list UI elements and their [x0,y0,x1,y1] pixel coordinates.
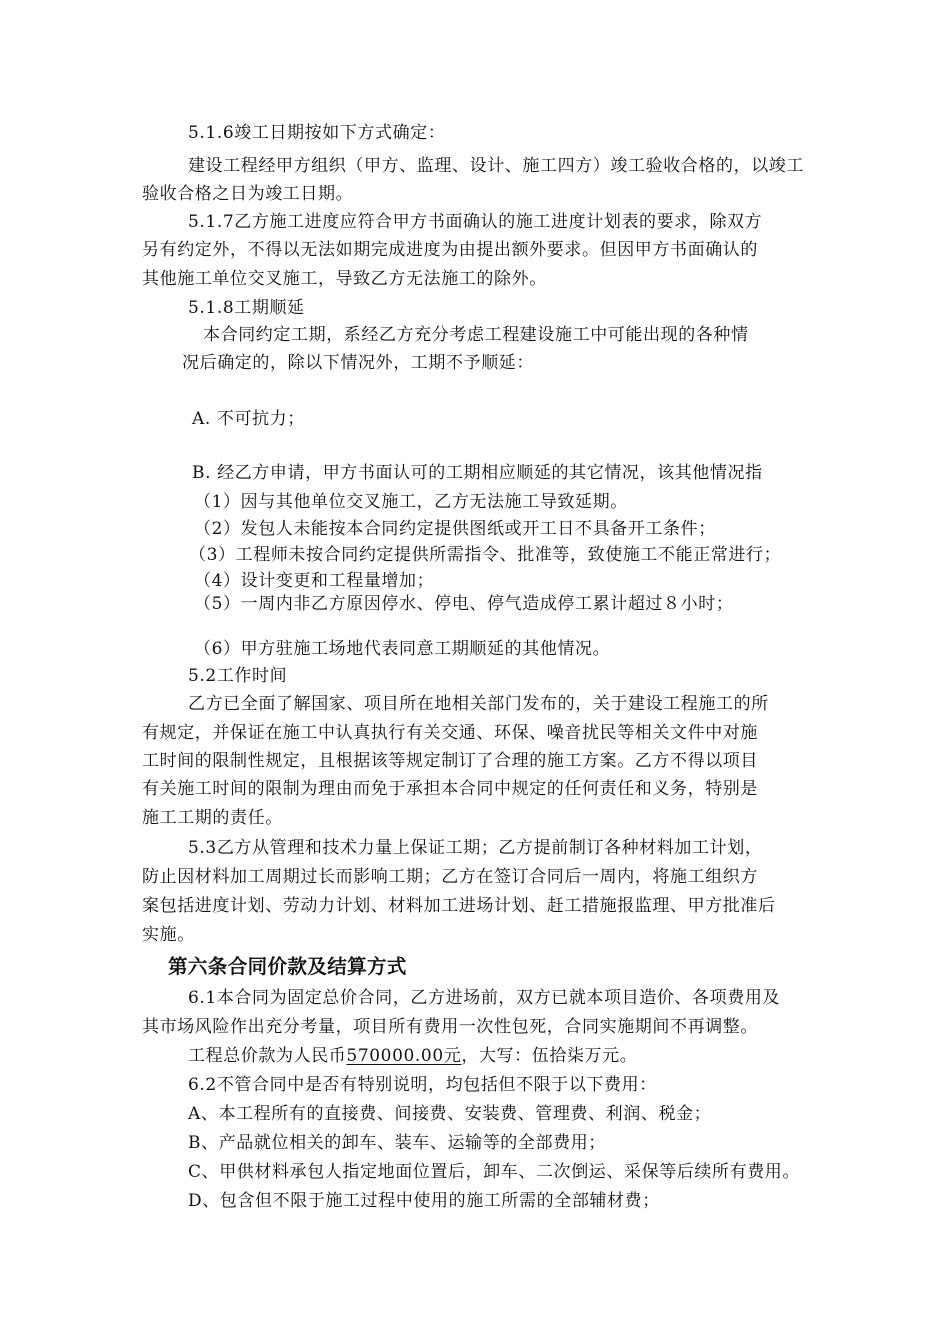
clause-5-2-text: 有关施工时间的限制为理由而免于承担本合同中规定的任何责任和义务，特别是 [142,779,758,799]
sub-item-3: （3）工程师未按合同约定提供所需指令、批准等，致使施工不能正常进行； [189,545,782,565]
clause-5-3-text: 案包括进度计划、劳动力计划、材料加工进场计划、赶工措施报监理、甲方批准后 [142,896,776,916]
clause-5-1-6-title: 5.1.6竣工日期按如下方式确定： [188,123,446,143]
clause-6-1-text: 其市场风险作出充分考量，项目所有费用一次性包死，合同实施期间不再调整。 [142,1017,758,1037]
fee-item-d: D、包含但不限于施工过程中使用的施工所需的全部辅材费； [188,1191,660,1211]
price-prefix: 工程总价款为人民币 [188,1046,347,1066]
fee-item-c: C、甲供材料承包人指定地面位置后，卸车、二次倒运、采保等后续所有费用。 [188,1162,801,1182]
article-6-heading: 第六条合同价款及结算方式 [168,955,407,978]
clause-5-1-7-text: 另有约定外，不得以无法如期完成进度为由提出额外要求。但因甲方书面确认的 [142,240,758,260]
sub-item-4: （4）设计变更和工程量增加； [194,571,435,591]
clause-6-2-title: 6.2不管合同中是否有特别说明，均包括但不限于以下费用： [188,1075,657,1095]
total-price-line [188,1045,637,1067]
clause-5-2-text: 乙方已全面了解国家、项目所在地相关部门发布的，关于建设工程施工的所 [188,694,769,714]
list-item-a: A. 不可抗力； [192,409,305,429]
clause-5-1-8-text: 况后确定的，除以下情况外，工期不予顺延： [182,353,534,373]
sub-item-1: （1）因与其他单位交叉施工，乙方无法施工导致延期。 [194,492,628,512]
fee-item-a: A、本工程所有的直接费、间接费、安装费、管理费、利润、税金； [188,1104,712,1124]
sub-item-6: （6）甲方驻施工场地代表同意工期顺延的其他情况。 [194,639,611,659]
clause-5-1-8-title: 5.1.8工期顺延 [188,298,305,318]
list-item-b: B. 经乙方申请，甲方书面认可的工期相应顺延的其它情况，该其他情况指 [192,463,763,483]
sub-item-5: （5）一周内非乙方原因停水、停电、停气造成停工累计超过８小时； [194,594,734,614]
clause-5-3-text: 5.3乙方从管理和技术力量上保证工期；乙方提前制订各种材料加工计划， [188,838,763,858]
clause-5-2-title: 5.2工作时间 [188,666,288,686]
fee-item-b: B、产品就位相关的卸车、装车、运输等的全部费用； [188,1133,606,1153]
clause-6-1-text: 6.1本合同为固定总价合同，乙方进场前，双方已就本项目造价、各项费用及 [188,988,781,1008]
clause-5-1-7-text: 5.1.7乙方施工进度应符合甲方书面确认的施工进度计划表的要求，除双方 [188,212,763,232]
clause-5-2-text: 工时间的限制性规定，且根据该等规定制订了合理的施工方案。乙方不得以项目 [142,751,758,771]
clause-5-3-text: 实施。 [142,925,195,945]
clause-5-2-text: 施工工期的责任。 [142,808,283,828]
clause-5-1-6-text: 验收合格之日为竣工日期。 [142,184,354,204]
price-suffix: ，大写：伍拾柒万元。 [461,1046,638,1066]
sub-item-2: （2）发包人未能按本合同约定提供图纸或开工日不具备开工条件； [194,519,716,539]
clause-5-1-7-text: 其他施工单位交叉施工，导致乙方无法施工的除外。 [142,269,547,289]
clause-5-1-8-text: 本合同约定工期，系经乙方充分考虑工程建设施工中可能出现的各种情 [203,325,749,345]
clause-5-1-6-text: 建设工程经甲方组织（甲方、监理、设计、施工四方）竣工验收合格的，以竣工 [188,156,804,176]
clause-5-3-text: 防止因材料加工周期过长而影响工期；乙方在签订合同后一周内，将施工组织方 [142,867,758,887]
clause-5-2-text: 有规定，并保证在施工中认真执行有关交通、环保、噪音扰民等相关文件中对施 [142,723,758,743]
price-amount: 570000.00元 [346,1046,462,1066]
